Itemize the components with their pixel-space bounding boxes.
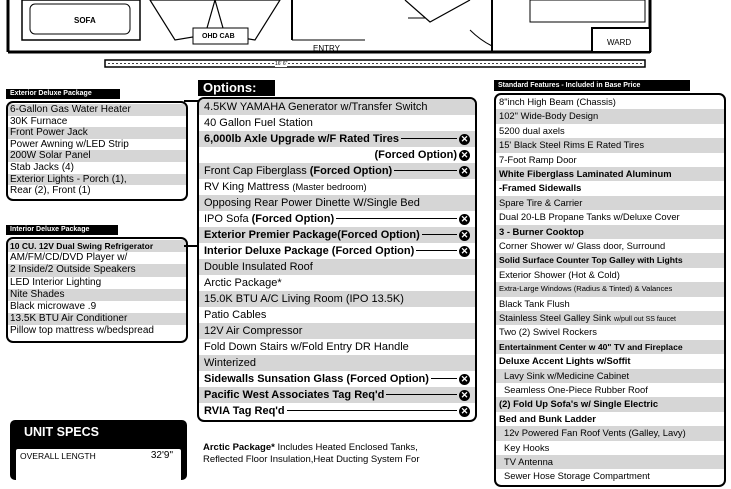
option-leader-line [386, 394, 457, 395]
interior-item [8, 301, 186, 313]
interior-item [8, 264, 186, 276]
options-title: Options: [198, 80, 275, 96]
standard-feature [496, 441, 724, 455]
option-leader-line [401, 138, 457, 139]
exterior-item-text: Front Power Jack [10, 127, 88, 139]
close-circle-icon: ✕ [460, 389, 469, 400]
floorplan-label-entry: ENTRY [313, 44, 340, 53]
interior-item-text: 13.5K BTU Air Conditioner [10, 313, 128, 325]
standard-feature [496, 383, 724, 397]
standard-feature [496, 239, 724, 253]
floorplan-label-ward: WARD [607, 38, 632, 47]
standard-feature-text: White Fiberglass Laminated Aluminum [499, 168, 672, 179]
standard-feature-text: (2) Fold Up Sofa's w/ Single Electric [499, 398, 659, 410]
standard-feature-text: Deluxe Accent Lights w/Soffit [499, 355, 631, 367]
options-list [197, 97, 477, 422]
unit-specs-table [16, 449, 181, 489]
standard-feature [496, 95, 724, 109]
option-item [199, 115, 475, 131]
standard-features-list [494, 93, 726, 487]
interior-item-text: Black microwave .9 [10, 301, 97, 312]
close-circle-icon: ✕ [460, 149, 469, 160]
option-item-text: RVIA Tag Req'd [204, 405, 285, 417]
option-leader-line [394, 170, 457, 171]
standard-feature [496, 109, 724, 123]
standard-feature [496, 253, 724, 267]
standard-feature [496, 340, 724, 354]
option-item-forced: (Forced Option) [309, 165, 393, 177]
option-leader-line [431, 378, 457, 379]
exterior-item [8, 116, 186, 128]
standard-feature [496, 325, 724, 339]
option-item [199, 147, 475, 163]
exterior-item-text: Rear (2), Front (1) [10, 185, 91, 197]
interior-package-title: Interior Deluxe Package [6, 225, 118, 235]
arctic-package-note [203, 442, 493, 466]
close-circle-icon: ✕ [460, 165, 469, 176]
exterior-item [8, 150, 186, 162]
standard-feature [496, 153, 724, 167]
standard-feature-text: Spare Tire & Carrier [499, 196, 583, 208]
option-item-text: IPO Sofa [204, 213, 249, 225]
standard-feature [496, 138, 724, 152]
option-item-text: 40 Gallon Fuel Station [204, 117, 313, 129]
unit-specs-panel [10, 420, 187, 480]
option-item [199, 291, 475, 307]
option-item-text: Sidewalls Sunsation Glass (Forced Option) [204, 373, 429, 385]
interior-package-list [6, 237, 188, 343]
option-item [199, 307, 475, 323]
standard-feature [496, 412, 724, 426]
standard-feature-text: 7-Foot Ramp Door [499, 153, 577, 165]
option-item [199, 403, 475, 419]
exterior-item [8, 185, 186, 197]
standard-feature-text: 12v Powered Fan Roof Vents (Galley, Lavy) [504, 427, 686, 439]
floorplan-dimension: 16' 6" [275, 61, 288, 67]
interior-item-text: AM/FM/CD/DVD Player w/ [10, 252, 128, 264]
close-circle-icon: ✕ [460, 373, 469, 384]
standard-feature-text: 5200 dual axels [499, 124, 565, 136]
option-item [199, 227, 475, 243]
interior-item [8, 252, 186, 264]
standard-feature [496, 268, 724, 282]
standard-feature-text: Bed and Bunk Ladder [499, 412, 596, 424]
option-item [199, 387, 475, 403]
standard-features-title: Standard Features - Included in Base Price [494, 80, 690, 91]
arctic-note-line1: Includes Heated Enclosed Tanks, [277, 442, 418, 453]
unit-spec-row [16, 449, 181, 463]
option-item [199, 195, 475, 211]
exterior-item [8, 162, 186, 174]
option-item [199, 163, 475, 179]
unit-specs-title: UNIT SPECS [24, 425, 100, 439]
option-item [199, 131, 475, 147]
close-circle-icon: ✕ [460, 405, 469, 416]
option-item [199, 323, 475, 339]
standard-feature [496, 397, 724, 411]
standard-feature-text: Dual 20-LB Propane Tanks w/Deluxe Cover [499, 211, 680, 223]
floorplan-label-sofa: SOFA [74, 16, 96, 25]
standard-feature-text: Lavy Sink w/Medicine Cabinet [504, 369, 630, 381]
option-item-text: 4.5KW YAMAHA Generator w/Transfer Switch [204, 101, 428, 113]
standard-feature [496, 297, 724, 311]
standard-feature-text: Two (2) Swivel Rockers [499, 326, 597, 338]
exterior-package-title: Exterior Deluxe Package [6, 89, 120, 99]
exterior-item-text: Exterior Lights - Porch (1), [10, 173, 127, 185]
interior-item [8, 289, 186, 301]
standard-feature-text: Solid Surface Counter Top Galley with Lights [499, 255, 683, 266]
standard-feature [496, 167, 724, 181]
standard-feature [496, 124, 724, 138]
standard-feature-text: 8"inch High Beam (Chassis) [499, 96, 616, 107]
close-circle-icon: ✕ [460, 245, 469, 256]
option-item-text: Winterized [204, 357, 256, 369]
interior-item-text: 10 CU. 12V Dual Swing Refrigerator [10, 241, 154, 251]
option-item [199, 243, 475, 259]
standard-feature [496, 354, 724, 368]
standard-feature [496, 196, 724, 210]
option-item [199, 211, 475, 227]
close-circle-icon: ✕ [460, 229, 469, 240]
standard-feature [496, 210, 724, 224]
standard-feature-text: Stainless Steel Galley Sink [499, 312, 612, 323]
close-circle-icon: ✕ [460, 133, 469, 144]
option-item [199, 179, 475, 195]
exterior-item-text: 30K Furnace [10, 115, 68, 127]
option-item [199, 339, 475, 355]
standard-feature-text: Sewer Hose Storage Compartment [504, 470, 650, 482]
option-leader-line [287, 410, 457, 411]
option-item-text: 15.0K BTU A/C Living Room (IPO 13.5K) [204, 293, 404, 305]
option-item-text: Double Insulated Roof [204, 261, 313, 273]
interior-item [8, 240, 186, 252]
interior-item-text: 2 Inside/2 Outside Speakers [10, 264, 136, 276]
standard-feature-text: -Framed Sidewalls [499, 182, 582, 194]
option-item-text: Front Cap Fiberglass [204, 165, 307, 177]
standard-feature-text: Extra-Large Windows (Radius & Tinted) & Valances [499, 284, 673, 294]
option-item-text: (Forced Option) [374, 149, 457, 161]
option-item-text: Opposing Rear Power Dinette W/Single Bed [204, 197, 420, 209]
option-item-note: (Master bedroom) [292, 182, 367, 192]
interior-item-text: LED Interior Lighting [10, 276, 102, 288]
standard-feature-text: 102" Wide-Body Design [499, 110, 599, 122]
option-leader-line [422, 234, 457, 235]
standard-feature-text: 3 - Burner Cooktop [499, 225, 584, 237]
interior-item [8, 277, 186, 289]
option-item-text: RV King Mattress [204, 181, 290, 193]
floorplan-label-ohd-cab: OHD CAB [202, 33, 235, 40]
option-item-forced: (Forced Option) [251, 213, 335, 225]
option-item [199, 99, 475, 115]
floorplan [0, 0, 731, 75]
option-item-text: Patio Cables [204, 309, 267, 321]
standard-feature [496, 311, 724, 325]
interior-item-text: Nite Shades [10, 288, 65, 300]
exterior-item [8, 174, 186, 186]
unit-spec-value: 32'9" [150, 450, 173, 461]
interior-item [8, 313, 186, 325]
option-leader-line [336, 218, 457, 219]
standard-feature-text: Corner Shower w/ Glass door, Surround [499, 240, 666, 251]
option-item [199, 371, 475, 387]
option-item-text: Interior Deluxe Package (Forced Option) [204, 245, 415, 257]
standard-feature-text: Black Tank Flush [499, 297, 570, 309]
close-circle-icon: ✕ [460, 213, 469, 224]
option-item-text: Exterior Premier Package(Forced Option) [204, 229, 420, 241]
exterior-item [8, 104, 186, 116]
standard-feature-note: w/pull out SS faucet [614, 316, 676, 323]
arctic-note-line2: Reflected Floor Insulation,Heat Ducting System For [203, 454, 420, 465]
standard-feature-text: 15' Black Steel Rims E Rated Tires [499, 139, 645, 151]
exterior-item [8, 139, 186, 151]
option-item-text: 12V Air Compressor [204, 325, 303, 337]
option-leader-line [416, 250, 457, 251]
standard-feature [496, 369, 724, 383]
standard-feature-text: Key Hooks [504, 441, 550, 453]
exterior-item-text: Power Awning w/LED Strip [10, 138, 129, 150]
standard-feature [496, 469, 724, 483]
standard-feature [496, 181, 724, 195]
standard-feature-text: Entertainment Center w 40" TV and Fireplace [499, 341, 683, 352]
option-item [199, 275, 475, 291]
standard-feature [496, 225, 724, 239]
option-item-text: Fold Down Stairs w/Fold Entry DR Handle [204, 341, 409, 353]
unit-spec-label: OVERALL LENGTH [20, 451, 96, 461]
exterior-item-text: 200W Solar Panel [10, 150, 91, 162]
option-item-text: 6,000lb Axle Upgrade w/F Rated Tires [204, 133, 400, 145]
option-item [199, 355, 475, 371]
standard-feature [496, 455, 724, 469]
interior-item [8, 325, 186, 337]
option-item-text: Arctic Package* [204, 277, 282, 289]
exterior-item-text: Stab Jacks (4) [10, 162, 74, 173]
standard-feature [496, 426, 724, 440]
exterior-item [8, 127, 186, 139]
exterior-package-list [6, 101, 188, 201]
standard-feature [496, 282, 724, 296]
exterior-item-text: 6-Gallon Gas Water Heater [10, 104, 131, 115]
option-item-text: Pacific West Associates Tag Req'd [204, 389, 385, 401]
arctic-note-label: Arctic Package* [203, 442, 275, 453]
option-item [199, 259, 475, 275]
standard-feature-text: Exterior Shower (Hot & Cold) [499, 268, 620, 280]
interior-item-text: Pillow top mattress w/bedspread [10, 325, 154, 337]
standard-feature-text: Seamless One-Piece Rubber Roof [504, 384, 648, 395]
standard-feature-text: TV Antenna [504, 456, 553, 467]
